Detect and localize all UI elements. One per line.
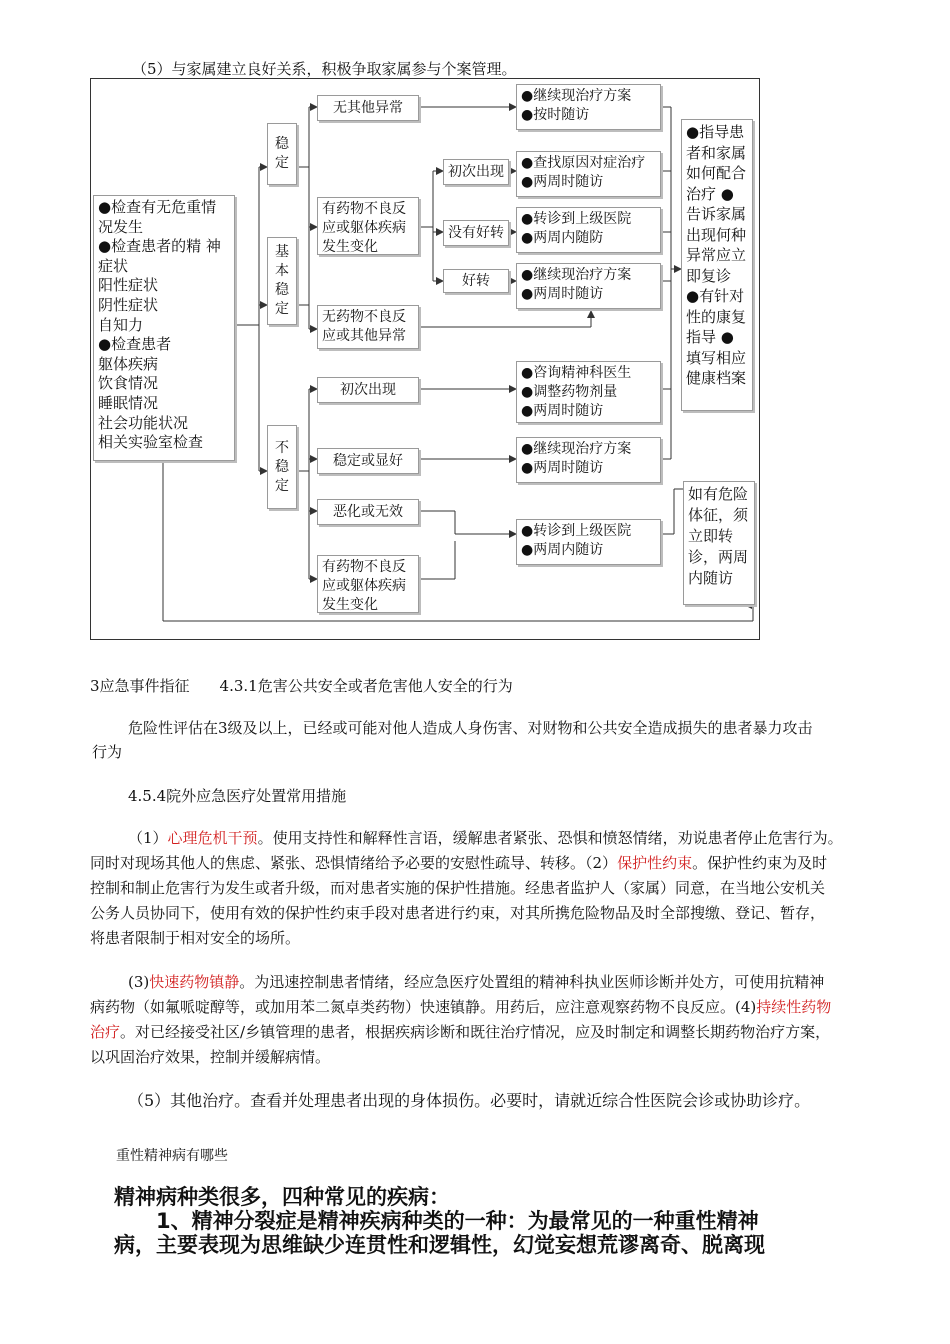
no-adverse-reaction-node: 无药物不良反应或其他异常 — [317, 305, 419, 349]
measure-3-keyword: 快速药物镇静 — [149, 973, 240, 991]
adverse-reaction-node-b: 有药物不良反应或躯体疾病发生变化 — [317, 555, 419, 613]
worse-or-ineffective-node: 恶化或无效 — [317, 499, 419, 525]
action-continue-1: ●继续现治疗方案 ●按时随访 — [516, 84, 661, 130]
measure-5-line: （5）其他治疗。查看并处理患者出现的身体损伤。必要时，请就近综合性医院会诊或协助诊疗。 — [128, 1091, 811, 1110]
action-referral-1: ●转诊到上级医院 ●两周内随防 — [516, 207, 661, 253]
no-improvement-node: 没有好转 — [443, 220, 509, 246]
follow-up-flowchart — [90, 78, 760, 640]
stable-or-better-node: 稳定或显好 — [317, 448, 419, 474]
measure-3-line-2: 病药物（如氟哌啶醇等，或加用苯二氮卓类药物）快速镇静。用药后，应注意观察药物不良反应。(4)持续性药物 — [90, 998, 832, 1016]
section-emergency: 3应急事件指征 4.3.1危害公共安全或者危害他人安全的行为 — [90, 677, 513, 695]
measure-2-keyword: 保护性约束 — [617, 854, 693, 872]
intro-line: （5）与家属建立良好关系，积极争取家属参与个案管理。 — [132, 60, 517, 78]
sub-heading: 重性精神病有哪些 — [116, 1148, 228, 1164]
guide-box: ●指导患者和家属如何配合治疗 ●告诉家属出现何种异常应立即复诊 ●有针对性的康复指导 ●填写相应健康档案 — [681, 119, 753, 411]
first-appearance-node-a: 初次出现 — [443, 159, 509, 185]
measure-3-line-1: (3)快速药物镇静。为迅速控制患者情绪，经应急医疗处置组的精神科执业医师诊断并处方，可使用抗精神 — [128, 973, 825, 991]
measure-4-keyword-b: 治疗 — [90, 1023, 121, 1041]
measure-4-line-4: 以巩固治疗效果，控制并缓解病情。 — [90, 1048, 331, 1066]
measure-1-line-2: 同时对现场其他人的焦虑、紧张、恐惧情绪给予必要的安慰性疏导、转移。（2）保护性约束。保护性约束为及时 — [90, 854, 828, 872]
measure-4-line-3: 治疗。对已经接受社区/乡镇管理的患者，根据疾病诊断和既往治疗情况，应及时制定和调整长期药物治疗方案， — [90, 1023, 831, 1041]
measure-1-line-1: （1）心理危机干预。使用支持性和解释性言语，缓解患者紧张、恐惧和愤怒情绪，劝说患者停止危害行为。 — [128, 829, 843, 847]
action-continue-3: ●继续现治疗方案 ●两周时随访 — [516, 437, 661, 483]
basically-stable-node: 基 本 稳 定 — [267, 237, 297, 325]
section-measures: 4.5.4院外应急医疗处置常用措施 — [128, 787, 347, 805]
check-box: ●检查有无危重情况发生 ●检查患者的精 神症状 阳性症状 阴性症状 自知力 ●检查患者 躯体疾病 饮食情况 睡眠情况 社会功能状况 相关实验室检查 — [93, 195, 235, 461]
measure-2-line-4: 公务人员协同下，使用有效的保护性约束手段对患者进行约束，对其所携危险物品及时全部搜缴、登记、暂存， — [90, 904, 826, 922]
action-referral-2: ●转诊到上级医院 ●两周内随访 — [516, 519, 661, 565]
no-other-abnormal-node: 无其他异常 — [317, 95, 419, 121]
measure-1-keyword: 心理危机干预 — [167, 829, 258, 847]
big-text-line-3: 病，主要表现为思维缺少连贯性和逻辑性，幻觉妄想荒谬离奇、脱离现 — [114, 1233, 765, 1257]
big-text-line-1: 精神病种类很多，四种常见的疾病： — [114, 1185, 450, 1209]
risk-text-line-2: 行为 — [92, 743, 123, 761]
improvement-node: 好转 — [443, 269, 509, 293]
first-appearance-node-b: 初次出现 — [317, 377, 419, 403]
big-text-line-2: 1、精神分裂症是精神疾病种类的一种：为最常见的一种重性精神 — [114, 1209, 759, 1233]
measure-2-line-5: 将患者限制于相对安全的场所。 — [90, 929, 301, 947]
danger-box: 如有危险体征，须立即转诊，两周内随访 — [683, 481, 755, 605]
measure-4-keyword: 持续性药物 — [756, 998, 832, 1016]
measure-2-line-3: 控制和制止危害行为发生或者升级，而对患者实施的保护性措施。经患者监护人（家属）同意，在当地公安机关 — [90, 879, 826, 897]
adverse-reaction-node: 有药物不良反应或躯体疾病发生变化 — [317, 197, 419, 255]
risk-text-line-1: 危险性评估在3级及以上，已经或可能对他人造成人身伤害、对财物和公共安全造成损失的患者暴力攻击 — [128, 719, 813, 737]
action-find-cause: ●查找原因对症治疗 ●两周时随访 — [516, 151, 661, 197]
stable-node: 稳 定 — [267, 123, 297, 185]
action-continue-2: ●继续现治疗方案 ●两周时随访 — [516, 263, 661, 309]
action-consult: ●咨询精神科医生 ●调整药物剂量 ●两周时随访 — [516, 361, 661, 423]
unstable-node: 不 稳 定 — [267, 425, 297, 509]
